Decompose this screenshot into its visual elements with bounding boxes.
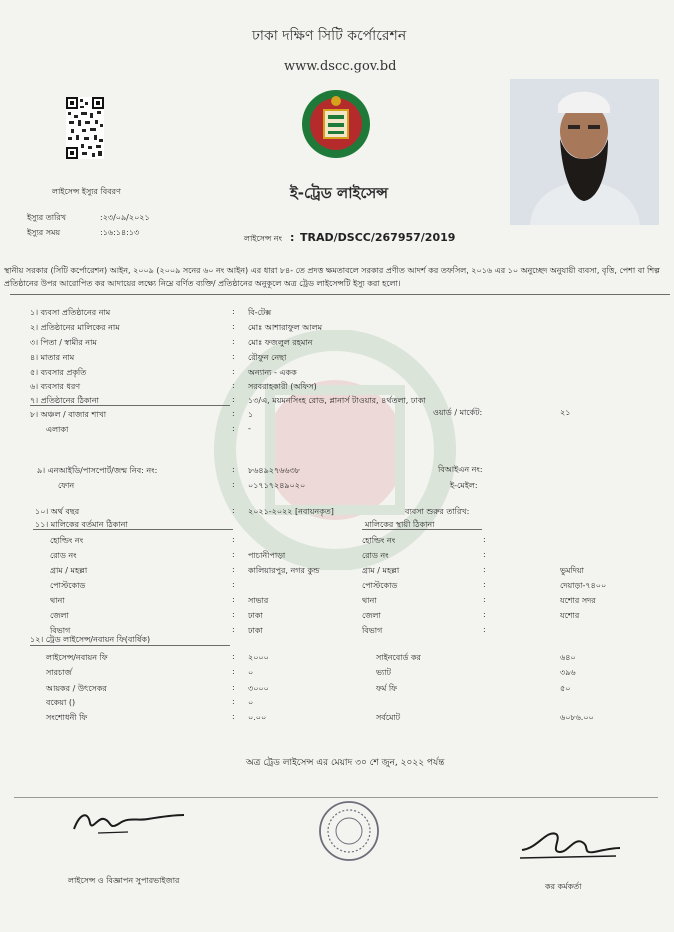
license-no-label: লাইসেন্স নং: [244, 234, 282, 243]
area-colon: :: [232, 424, 235, 433]
present-address-colon: :: [232, 580, 235, 589]
field-value: অন্যান্য - একক: [248, 368, 297, 377]
present-address-underline: [33, 529, 233, 530]
person-photo-icon: [510, 79, 659, 225]
start-date-label: ব্যবসা শুরুর তারিখ:: [405, 507, 470, 516]
permanent-address-value: দেয়াড়া-৭৪০০: [560, 581, 607, 590]
owner-photo: [510, 79, 659, 225]
fee-label: সারচার্জ: [46, 668, 72, 677]
issue-section-label: লাইসেন্স ইস্যুর বিবরণ: [52, 187, 121, 196]
permanent-address-title: মালিকের স্থায়ী ঠিকানা: [365, 520, 435, 529]
area-value: -: [248, 424, 251, 433]
permanent-address-colon: :: [483, 535, 486, 544]
present-address-value: সাভার: [248, 596, 269, 605]
field-colon: :: [232, 352, 235, 361]
fee-value-right: ৬৪০: [560, 653, 576, 662]
area-label: এলাকা: [46, 425, 69, 434]
permanent-address-label: বিভাগ: [362, 626, 383, 635]
permanent-address-colon: :: [483, 625, 486, 634]
fiscal-colon: :: [232, 506, 235, 515]
permanent-address-value: যশোর সদর: [560, 596, 596, 605]
fee-value: ০: [248, 698, 254, 707]
permanent-address-underline: [362, 529, 482, 530]
fee-label: আয়কর / উৎসেকর: [46, 684, 107, 693]
doc-title: ই-ট্রেড লাইসেন্স: [290, 184, 389, 202]
field-value: সরবরাহকারী (অফিস): [248, 382, 317, 391]
present-address-label: পোস্টকোড: [50, 581, 86, 590]
bin-label: বিআইএন নং:: [438, 465, 483, 474]
permanent-address-label: পোস্টকোড: [362, 581, 398, 590]
present-address-value: কালিয়ারপুর, নগর কুন্ড: [248, 566, 320, 575]
fee-label: বকেয়া (): [46, 698, 76, 707]
fee-value: ০: [248, 668, 254, 677]
field-label: ৫। ব্যবসার প্রকৃতি: [30, 368, 87, 377]
tax-officer-signature-icon: [512, 818, 622, 868]
fee-value-right: ৬০৮৬.০০: [560, 713, 594, 722]
present-address-label: হোল্ডিং নং: [50, 536, 84, 545]
present-address-colon: :: [232, 625, 235, 634]
field-value: ১৩/এ, ময়মনসিংহ রোড, প্লানার্স টাওয়ার, ৪র্থতলা, ঢাকা: [248, 396, 426, 405]
fee-value-right: ৫০: [560, 684, 571, 693]
email-label: ই-মেইল:: [450, 481, 478, 490]
fiscal-label: ১০। অর্থ বছর: [35, 507, 80, 516]
fee-value: ০.০০: [248, 713, 267, 722]
fee-label-right: ফর্ম ফি: [376, 684, 397, 693]
permanent-address-colon: :: [483, 565, 486, 574]
field-value: মোঃ ফজলুল রহমান: [248, 338, 313, 347]
ward-value: ২১: [560, 408, 571, 417]
present-address-value: পাচানীপাড়া: [248, 551, 286, 560]
permanent-address-label: জেলা: [362, 611, 381, 620]
ward-label: ওয়ার্ড / মার্কেট:: [433, 408, 483, 417]
phone-colon: :: [232, 480, 235, 489]
field-value: মোঃ আশারাফুল আলম: [248, 323, 323, 332]
supervisor-label: লাইসেন্স ও বিজ্ঞাপন সুপারভাইজার: [68, 876, 180, 885]
website: www.dscc.gov.bd: [284, 59, 397, 74]
permanent-address-label: রোড নং: [362, 551, 389, 560]
fee-value-right: ৩৯৬: [560, 668, 576, 677]
present-address-label: বিভাগ: [50, 626, 71, 635]
fee-value: ৩০০০: [248, 684, 269, 693]
present-address-label: থানা: [50, 596, 65, 605]
qr-code-icon: [66, 97, 104, 159]
present-address-colon: :: [232, 610, 235, 619]
present-address-value: ঢাকা: [248, 611, 263, 620]
tax-officer-label: কর কর্মকর্তা: [545, 882, 582, 891]
round-seal-icon: [318, 800, 380, 862]
zone-colon: :: [232, 409, 235, 418]
fee-label: লাইসেন্স/নবায়ন ফি: [46, 653, 108, 662]
permanent-address-label: হোল্ডিং নং: [362, 536, 396, 545]
fee-label-right: সাইনবোর্ড কর: [376, 653, 421, 662]
permanent-address-colon: :: [483, 580, 486, 589]
fee-label-right: ভ্যাট: [376, 668, 391, 677]
zone-value: ১: [248, 410, 254, 419]
fee-colon: :: [232, 667, 235, 676]
fee-colon: :: [232, 697, 235, 706]
footer-divider: [14, 797, 658, 798]
present-address-colon: :: [232, 565, 235, 574]
field-label: ১। ব্যবসা প্রতিষ্ঠানের নাম: [30, 308, 111, 317]
license-no-colon: :: [290, 231, 295, 244]
permanent-address-label: গ্রাম / মহল্লা: [362, 566, 400, 575]
issue-date-label: ইস্যুর তারিখ: [27, 213, 66, 222]
supervisor-signature-icon: [68, 803, 188, 843]
field-colon: :: [232, 381, 235, 390]
field-colon: :: [232, 395, 235, 404]
nid-colon: :: [232, 465, 235, 474]
org-name: ঢাকা দক্ষিণ সিটি কর্পোরেশন: [252, 28, 407, 44]
nid-value: ৮৬৪৯২৭৬৬৩৮: [248, 466, 300, 475]
permanent-address-label: থানা: [362, 596, 377, 605]
permanent-address-value: ভুমদিয়া: [560, 566, 584, 575]
fees-title: ১২। ট্রেড লাইসেন্স/নবায়ন ফি(বার্ষিক): [30, 635, 151, 644]
watermark-emblem-icon: [150, 330, 520, 570]
permanent-address-colon: :: [483, 610, 486, 619]
present-address-colon: :: [232, 550, 235, 559]
field-value: রৌফুন নেছা: [248, 353, 287, 362]
notice-divider: [10, 294, 670, 295]
permanent-address-value: যশোর: [560, 611, 580, 620]
field-colon: :: [232, 322, 235, 331]
fee-colon: :: [232, 683, 235, 692]
field-label: ২। প্রতিষ্ঠানের মালিকের নাম: [30, 323, 120, 332]
dscc-logo-icon: [300, 88, 372, 160]
present-address-title: ১১। মালিকের বর্তমান ঠিকানা: [35, 520, 128, 529]
fee-colon: :: [232, 652, 235, 661]
phone-label: ফোন: [58, 481, 75, 490]
field-label: ৭। প্রতিষ্ঠানের ঠিকানা: [30, 396, 99, 405]
field-value: বি-টেক্স: [248, 308, 272, 317]
nid-label: ৯। এনআইডি/পাসপোর্ট/জন্ম নিব: নং:: [37, 466, 158, 475]
present-address-colon: :: [232, 595, 235, 604]
issue-date-value: :২৩/০৯/২০২১: [100, 213, 150, 222]
fee-label-right: সর্বমোট: [376, 713, 401, 722]
field-colon: :: [232, 307, 235, 316]
issue-time-value: :১৬:১৪:১৩: [100, 228, 140, 237]
field-label: ৩। পিতা / স্বামীর নাম: [30, 338, 97, 347]
fee-label: সংশোধনী ফি: [46, 713, 88, 722]
fees-title-underline: [30, 645, 230, 646]
address-underline: [30, 405, 230, 406]
legal-notice: স্থানীয় সরকার (সিটি কর্পোরেশন) আইন, ২০০৯ (২০০৯ সনের ৬০ নং আইন) এর ধারা ৮৪- তে প্রদত্ত ক্ষমতাবলে সরকার প্রণীত আদর্শ কর তফসিল, ২০১৬ এর ১০ অনুচ্ছেদ অনুযায়ী ব্যবসা, বৃত্তি, পেশা বা শিল্প প্রতিষ্ঠানের উপর আরোপিত কর আদায়ের লক্ষ্যে নিম্নে বর্ণিত ব্যক্তি/ প্রতিষ্ঠানের অনুকূলে অত্র ট্রেড লাইসেন্সটি ইস্যু করা হলো।: [4, 266, 660, 288]
validity-text: অত্র ট্রেড লাইসেন্স এর মেয়াদ ৩০ শে জুন, ২০২২ পর্যন্ত: [246, 758, 445, 768]
present-address-label: রোড নং: [50, 551, 77, 560]
fee-value: ২০০০: [248, 653, 269, 662]
permanent-address-colon: :: [483, 550, 486, 559]
present-address-colon: :: [232, 535, 235, 544]
present-address-label: গ্রাম / মহল্লা: [50, 566, 88, 575]
field-label: ৪। মাতার নাম: [30, 353, 75, 362]
fee-colon: :: [232, 712, 235, 721]
issue-time-label: ইস্যুর সময়: [27, 228, 61, 237]
field-label: ৬। ব্যবসার ধরণ: [30, 382, 81, 391]
zone-label: ৮। অঞ্চল / বাজার শাখা: [30, 410, 107, 419]
phone-value: ০১৭১৭২৪৯০২০: [248, 481, 306, 490]
permanent-address-colon: :: [483, 595, 486, 604]
present-address-label: জেলা: [50, 611, 69, 620]
license-no-value: TRAD/DSCC/267957/2019: [300, 231, 456, 244]
present-address-value: ঢাকা: [248, 626, 263, 635]
fiscal-value: ২০২১-২০২২ [নবায়নকৃত]: [248, 507, 334, 516]
field-colon: :: [232, 367, 235, 376]
field-colon: :: [232, 337, 235, 346]
